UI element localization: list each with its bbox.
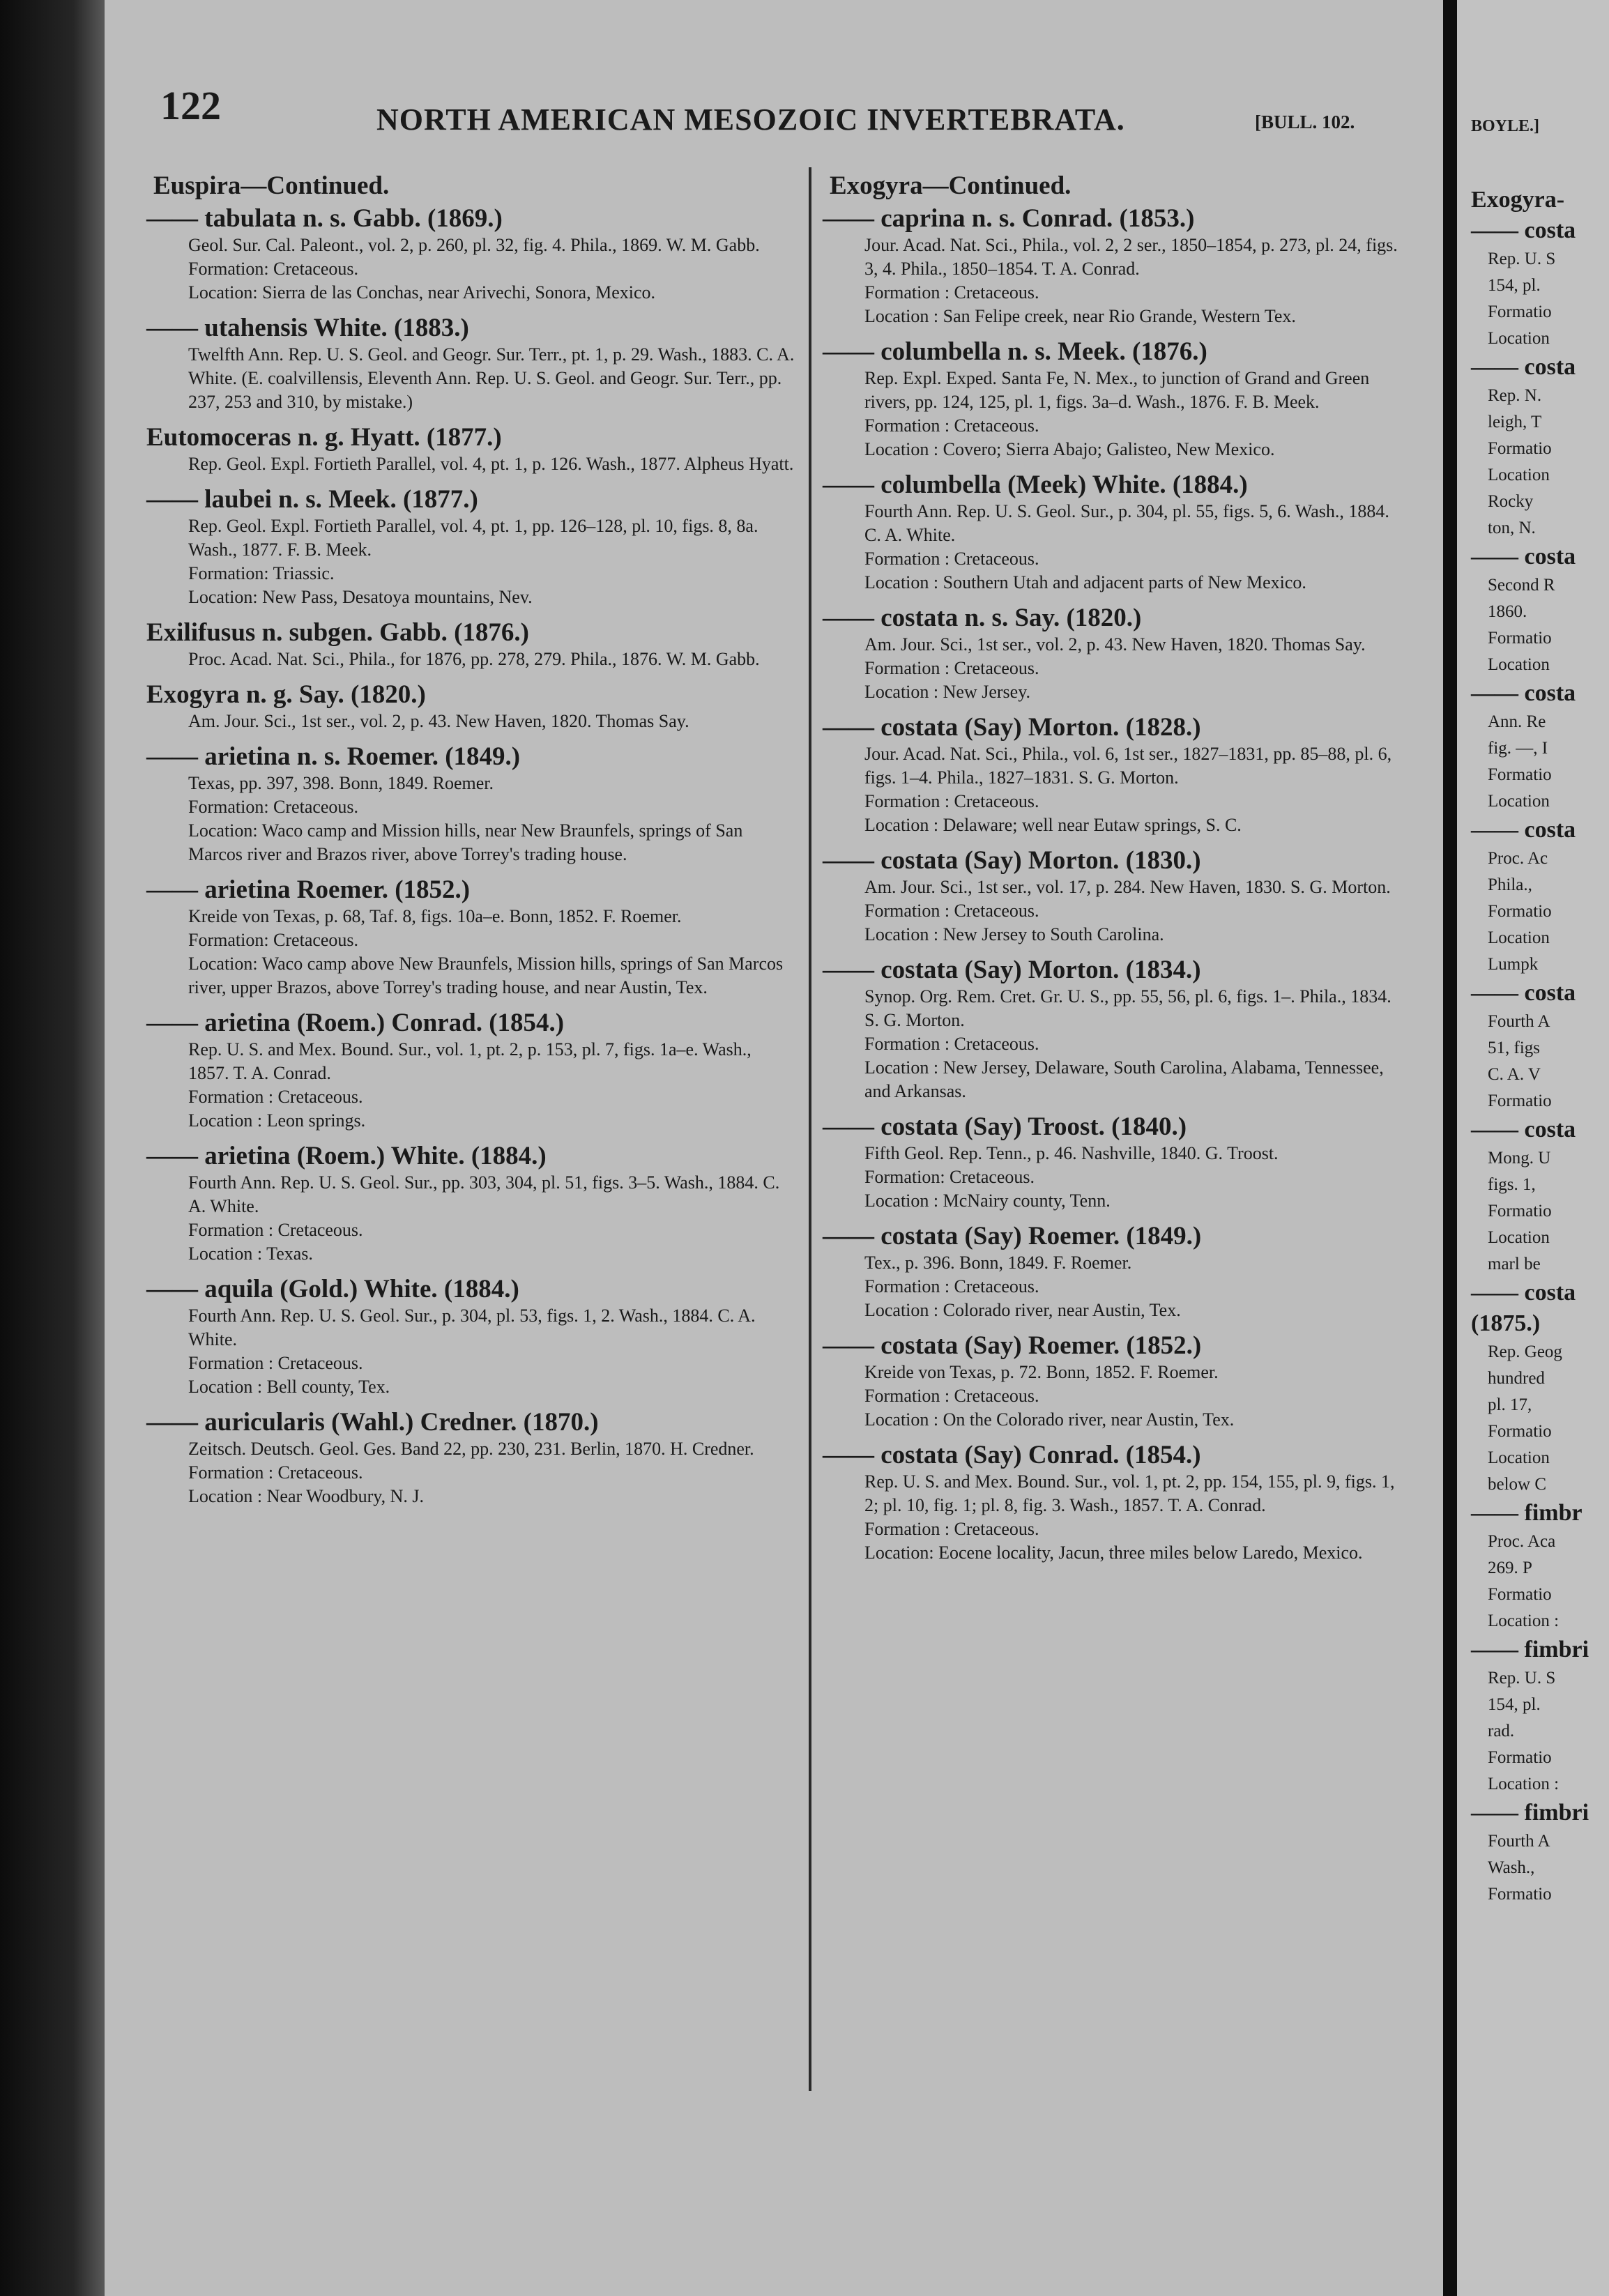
- facing-page-line: 154, pl.: [1488, 276, 1541, 295]
- catalog-entry: [146, 204, 795, 305]
- facing-page-line: Second R: [1488, 576, 1555, 595]
- catalog-entry: [823, 1112, 1401, 1213]
- entry-text: Location: Sierra de las Conchas, near Arivechi, Sonora, Mexico.: [188, 282, 656, 303]
- entry-heading: —— arietina (Roem.) White. (1884.): [146, 1142, 547, 1170]
- entry-text: Location : Southern Utah and adjacent parts of New Mexico.: [864, 572, 1306, 592]
- entry-text: Formation : Cretaceous.: [864, 791, 1039, 811]
- catalog-entry: [146, 1141, 795, 1266]
- facing-page-line: —— costa: [1471, 544, 1576, 569]
- facing-page-line: Formatio: [1488, 1885, 1552, 1904]
- catalog-entry: [146, 680, 795, 733]
- facing-page-line: —— fimbr: [1471, 1500, 1583, 1526]
- entry-text: Twelfth Ann. Rep. U. S. Geol. and Geogr. Sur. Terr., pt. 1, p. 29. Wash., 1883. C. A. White. (E. coalvillensis, Eleventh Ann. Rep. U. S. Geol. and Geogr. Sur. Terr., pp. 237, 253 and 310, by mistake.): [188, 344, 795, 412]
- entry-heading: —— columbella (Meek) White. (1884.): [823, 470, 1248, 499]
- catalog-entry: [146, 484, 795, 609]
- entry-heading: —— tabulata n. s. Gabb. (1869.): [146, 204, 503, 233]
- catalog-entry: [823, 845, 1401, 947]
- facing-page-line: figs. 1,: [1488, 1175, 1536, 1194]
- entry-text: Formation : Cretaceous.: [864, 1386, 1039, 1406]
- entry-text: Formation: Cretaceous.: [188, 797, 359, 817]
- entry-text: Location : New Jersey to South Carolina.: [864, 924, 1164, 944]
- entry-text: Formation: Cretaceous.: [864, 1167, 1035, 1187]
- facing-page-line: ton, N.: [1488, 519, 1536, 537]
- entry-heading: —— costata (Say) Morton. (1830.): [823, 846, 1201, 875]
- facing-page-line: Location: [1488, 792, 1550, 811]
- entry-text: Formation: Triassic.: [188, 563, 335, 583]
- entry-text: Formation : Cretaceous.: [188, 1353, 363, 1373]
- entry-text: Location : Covero; Sierra Abajo; Galisteo, New Mexico.: [864, 439, 1275, 459]
- entry-list: [146, 204, 795, 1508]
- facing-page-line: Location :: [1488, 1612, 1560, 1630]
- entry-text: Location : San Felipe creek, near Rio Grande, Western Tex.: [864, 306, 1296, 326]
- facing-page-line: 1860.: [1488, 602, 1527, 621]
- facing-page-line: Proc. Aca: [1488, 1532, 1556, 1551]
- facing-page-line: Rep. N.: [1488, 386, 1542, 405]
- binding-gutter: [0, 0, 105, 2296]
- entry-heading: —— costata n. s. Say. (1820.): [823, 604, 1142, 632]
- continued-heading: Euspira—Continued.: [153, 171, 390, 200]
- entry-heading: —— arietina n. s. Roemer. (1849.): [146, 742, 521, 771]
- facing-page-line: 269. P: [1488, 1559, 1532, 1577]
- entry-text: Location: Eocene locality, Jacun, three miles below Laredo, Mexico.: [864, 1543, 1363, 1563]
- entry-list: [823, 204, 1401, 1565]
- facing-page-line: Location: [1488, 466, 1550, 484]
- facing-page-line: Formatio: [1488, 1585, 1552, 1604]
- entry-text: Location : Texas.: [188, 1243, 313, 1264]
- entry-text: Formation: Cretaceous.: [188, 259, 359, 279]
- entry-text: Fourth Ann. Rep. U. S. Geol. Sur., p. 304, pl. 55, figs. 5, 6. Wash., 1884. C. A. White.: [864, 501, 1389, 545]
- entry-heading: —— costata (Say) Conrad. (1854.): [823, 1441, 1201, 1469]
- facing-page-line: Location: [1488, 1448, 1550, 1467]
- entry-heading: —— caprina n. s. Conrad. (1853.): [823, 204, 1195, 233]
- catalog-entry: [146, 618, 795, 671]
- entry-text: Location : Delaware; well near Eutaw springs, S. C.: [864, 815, 1242, 835]
- entry-text: Location : Leon springs.: [188, 1110, 366, 1131]
- entry-text: Zeitsch. Deutsch. Geol. Ges. Band 22, pp. 230, 231. Berlin, 1870. H. Credner.: [188, 1439, 754, 1459]
- entry-text: Am. Jour. Sci., 1st ser., vol. 2, p. 43. New Haven, 1820. Thomas Say.: [864, 634, 1366, 655]
- entry-text: Rep. Geol. Expl. Fortieth Parallel, vol. 4, pt. 1, p. 126. Wash., 1877. Alpheus Hyatt.: [188, 454, 794, 474]
- facing-page-line: Mong. U: [1488, 1149, 1551, 1168]
- facing-page-line: Rep. Geog: [1488, 1342, 1562, 1361]
- catalog-entry: [823, 955, 1401, 1103]
- facing-page-line: fig. —, I: [1488, 739, 1548, 758]
- column-divider: [809, 167, 811, 2091]
- facing-page-line: C. A. V: [1488, 1065, 1541, 1084]
- facing-page-line: Formatio: [1488, 765, 1552, 784]
- catalog-entry: [823, 1440, 1401, 1565]
- catalog-entry: [146, 422, 795, 476]
- facing-page-line: Formatio: [1488, 1748, 1552, 1767]
- entry-heading: —— utahensis White. (1883.): [146, 314, 469, 342]
- running-title: NORTH AMERICAN MESOZOIC INVERTEBRATA.: [376, 102, 1125, 137]
- facing-page-line: —— costa: [1471, 817, 1576, 843]
- catalog-entry: [823, 1331, 1401, 1432]
- entry-text: Formation : Cretaceous.: [188, 1087, 363, 1107]
- facing-page-line: Lumpk: [1488, 955, 1539, 974]
- facing-page-line: —— fimbri: [1471, 1800, 1589, 1826]
- entry-text: Tex., p. 396. Bonn, 1849. F. Roemer.: [864, 1253, 1132, 1273]
- catalog-entry: [823, 470, 1401, 595]
- entry-text: Kreide von Texas, p. 72. Bonn, 1852. F. Roemer.: [864, 1362, 1219, 1382]
- catalog-entry: [823, 1221, 1401, 1322]
- facing-page-line: Phila.,: [1488, 875, 1532, 894]
- entry-text: Location: Waco camp above New Braunfels, Mission hills, springs of San Marcos river, upper Brazos, above Torrey's trading house, and near Austin, Tex.: [188, 954, 784, 997]
- entry-text: Location: New Pass, Desatoya mountains, Nev.: [188, 587, 533, 607]
- entry-text: Fourth Ann. Rep. U. S. Geol. Sur., pp. 303, 304, pl. 51, figs. 3–5. Wash., 1884. C. A. White.: [188, 1172, 780, 1216]
- entry-text: Jour. Acad. Nat. Sci., Phila., vol. 6, 1st ser., 1827–1831, pp. 85–88, pl. 6, figs. 1–4. Phila., 1827–1831. S. G. Morton.: [864, 744, 1392, 788]
- entry-text: Formation : Cretaceous.: [864, 1519, 1039, 1539]
- facing-page-line: Formatio: [1488, 303, 1552, 321]
- entry-heading: —— costata (Say) Morton. (1828.): [823, 713, 1201, 742]
- facing-page-line: Wash.,: [1488, 1858, 1535, 1877]
- facing-page-line: Rep. U. S: [1488, 1669, 1556, 1687]
- entry-text: Formation : Cretaceous.: [864, 549, 1039, 569]
- entry-text: Formation : Cretaceous.: [864, 1276, 1039, 1296]
- facing-page-line: below C: [1488, 1475, 1547, 1494]
- facing-page-line: —— costa: [1471, 1280, 1576, 1306]
- entry-text: Location : Near Woodbury, N. J.: [188, 1486, 424, 1506]
- catalog-entry: [146, 313, 795, 414]
- facing-page-line: Formatio: [1488, 439, 1552, 458]
- facing-page-line: Proc. Ac: [1488, 849, 1548, 868]
- facing-page-line: Location: [1488, 655, 1550, 674]
- entry-heading: —— costata (Say) Morton. (1834.): [823, 956, 1201, 984]
- facing-page-line: Formatio: [1488, 1422, 1552, 1441]
- facing-page-fragment: [1457, 0, 1609, 2296]
- entry-text: Location : Bell county, Tex.: [188, 1377, 390, 1397]
- entry-text: Location : New Jersey, Delaware, South Carolina, Alabama, Tennessee, and Arkansas.: [864, 1057, 1384, 1101]
- catalog-entry: [146, 875, 795, 1000]
- catalog-entry: [146, 1407, 795, 1508]
- entry-text: Location: Waco camp and Mission hills, near New Braunfels, springs of San Marcos river and Brazos river, above Torrey's trading house.: [188, 820, 743, 864]
- entry-text: Rep. U. S. and Mex. Bound. Sur., vol. 1, pt. 2, p. 153, pl. 7, figs. 1a–e. Wash., 1857. T. A. Conrad.: [188, 1039, 752, 1083]
- facing-page-line: Ann. Re: [1488, 712, 1546, 731]
- facing-page-line: (1875.): [1471, 1310, 1541, 1336]
- entry-heading: —— arietina (Roem.) Conrad. (1854.): [146, 1009, 565, 1037]
- entry-heading: —— auricularis (Wahl.) Credner. (1870.): [146, 1408, 599, 1437]
- facing-page-line: 154, pl.: [1488, 1695, 1541, 1714]
- entry-heading: —— costata (Say) Troost. (1840.): [823, 1112, 1187, 1141]
- facing-page-line: Fourth A: [1488, 1012, 1550, 1031]
- facing-page-line: —— costa: [1471, 354, 1576, 380]
- entry-text: Formation : Cretaceous.: [864, 901, 1039, 921]
- left-column: [146, 171, 795, 1517]
- entry-text: Am. Jour. Sci., 1st ser., vol. 2, p. 43. New Haven, 1820. Thomas Say.: [188, 711, 689, 731]
- entry-text: Rep. Geol. Expl. Fortieth Parallel, vol. 4, pt. 1, pp. 126–128, pl. 10, figs. 8, 8a. Wash., 1877. F. B. Meek.: [188, 516, 758, 560]
- catalog-entry: [146, 742, 795, 866]
- facing-page-line: Formatio: [1488, 1202, 1552, 1220]
- catalog-entry: [823, 603, 1401, 704]
- bulletin-reference: [BULL. 102.: [1255, 112, 1355, 132]
- entry-heading: —— laubei n. s. Meek. (1877.): [146, 485, 478, 514]
- entry-text: Texas, pp. 397, 398. Bonn, 1849. Roemer.: [188, 773, 494, 793]
- page-number: 122: [160, 83, 221, 128]
- entry-text: Proc. Acad. Nat. Sci., Phila., for 1876, pp. 278, 279. Phila., 1876. W. M. Gabb.: [188, 649, 760, 669]
- entry-heading: Eutomoceras n. g. Hyatt. (1877.): [146, 423, 502, 452]
- entry-text: Formation : Cretaceous.: [864, 1034, 1039, 1054]
- entry-text: Formation : Cretaceous.: [188, 1220, 363, 1240]
- facing-page-line: —— costa: [1471, 1117, 1576, 1142]
- facing-page-line: rad.: [1488, 1722, 1515, 1740]
- facing-page-line: Fourth A: [1488, 1832, 1550, 1851]
- facing-page-line: Formatio: [1488, 1092, 1552, 1110]
- facing-page-line: leigh, T: [1488, 413, 1542, 431]
- entry-text: Formation : Cretaceous.: [864, 658, 1039, 678]
- entry-text: Formation : Cretaceous.: [864, 415, 1039, 436]
- entry-text: Formation: Cretaceous.: [188, 930, 359, 950]
- facing-page-line: Formatio: [1488, 629, 1552, 648]
- facing-page-line: pl. 17,: [1488, 1395, 1532, 1414]
- catalog-entry: [823, 712, 1401, 837]
- facing-page-line: Rep. U. S: [1488, 250, 1556, 268]
- catalog-entry: [146, 1008, 795, 1133]
- catalog-entry: [823, 204, 1401, 328]
- facing-page-line: Location: [1488, 329, 1550, 348]
- catalog-entry: [146, 1274, 795, 1399]
- entry-text: Formation : Cretaceous.: [864, 282, 1039, 303]
- facing-page-line: —— costa: [1471, 217, 1576, 243]
- entry-text: Synop. Org. Rem. Cret. Gr. U. S., pp. 55, 56, pl. 6, figs. 1–. Phila., 1834. S. G. Morton.: [864, 986, 1391, 1030]
- facing-page-line: Location :: [1488, 1775, 1560, 1793]
- entry-heading: —— costata (Say) Roemer. (1852.): [823, 1331, 1202, 1360]
- entry-heading: —— costata (Say) Roemer. (1849.): [823, 1222, 1202, 1250]
- entry-text: Kreide von Texas, p. 68, Taf. 8, figs. 10a–e. Bonn, 1852. F. Roemer.: [188, 906, 682, 926]
- catalog-entry: [823, 337, 1401, 461]
- entry-heading: Exilifusus n. subgen. Gabb. (1876.): [146, 618, 530, 647]
- entry-text: Formation : Cretaceous.: [188, 1462, 363, 1483]
- entry-text: Location : On the Colorado river, near Austin, Tex.: [864, 1409, 1235, 1430]
- facing-page-line: —— costa: [1471, 980, 1576, 1006]
- page-gap: [1443, 0, 1457, 2296]
- entry-text: Fourth Ann. Rep. U. S. Geol. Sur., p. 304, pl. 53, figs. 1, 2. Wash., 1884. C. A. White.: [188, 1306, 756, 1349]
- right-column: [823, 171, 1401, 1573]
- entry-text: Am. Jour. Sci., 1st ser., vol. 17, p. 284. New Haven, 1830. S. G. Morton.: [864, 877, 1391, 897]
- entry-text: Location : Colorado river, near Austin, Tex.: [864, 1300, 1181, 1320]
- entry-text: Fifth Geol. Rep. Tenn., p. 46. Nashville, 1840. G. Troost.: [864, 1143, 1279, 1163]
- facing-page-line: Location: [1488, 928, 1550, 947]
- facing-page-line: Rocky: [1488, 492, 1534, 511]
- entry-heading: —— aquila (Gold.) White. (1884.): [146, 1275, 519, 1303]
- continued-heading: Exogyra—Continued.: [830, 171, 1072, 200]
- entry-text: Rep. U. S. and Mex. Bound. Sur., vol. 1, pt. 2, pp. 154, 155, pl. 9, figs. 1, 2; pl. 10, fig. 1; pl. 8, fig. 3. Wash., 1857. T. A. Conrad.: [864, 1471, 1395, 1515]
- entry-text: Jour. Acad. Nat. Sci., Phila., vol. 2, 2 ser., 1850–1854, p. 273, pl. 24, figs. 3, 4. Phila., 1850–1854. T. A. Conrad.: [864, 235, 1398, 279]
- entry-text: Location : McNairy county, Tenn.: [864, 1191, 1111, 1211]
- facing-page-line: —— fimbri: [1471, 1637, 1589, 1662]
- entry-heading: Exogyra n. g. Say. (1820.): [146, 680, 426, 709]
- facing-page-line: Location: [1488, 1228, 1550, 1247]
- facing-page-line: Formatio: [1488, 902, 1552, 921]
- entry-text: Rep. Expl. Exped. Santa Fe, N. Mex., to junction of Grand and Green rivers, pp. 124, 125, pl. 1, figs. 3a–d. Wash., 1876. F. B. Meek.: [864, 368, 1370, 412]
- facing-page-line: Exogyra-: [1471, 187, 1565, 213]
- facing-page-line: marl be: [1488, 1255, 1541, 1273]
- entry-heading: —— arietina Roemer. (1852.): [146, 875, 471, 904]
- entry-heading: —— columbella n. s. Meek. (1876.): [823, 337, 1207, 366]
- facing-page-line: —— costa: [1471, 680, 1576, 706]
- entry-text: Geol. Sur. Cal. Paleont., vol. 2, p. 260, pl. 32, fig. 4. Phila., 1869. W. M. Gabb.: [188, 235, 760, 255]
- facing-page-line: hundred: [1488, 1369, 1545, 1388]
- entry-text: Location : New Jersey.: [864, 682, 1031, 702]
- facing-page-header: BOYLE.]: [1471, 117, 1540, 135]
- facing-page-line: 51, figs: [1488, 1039, 1540, 1057]
